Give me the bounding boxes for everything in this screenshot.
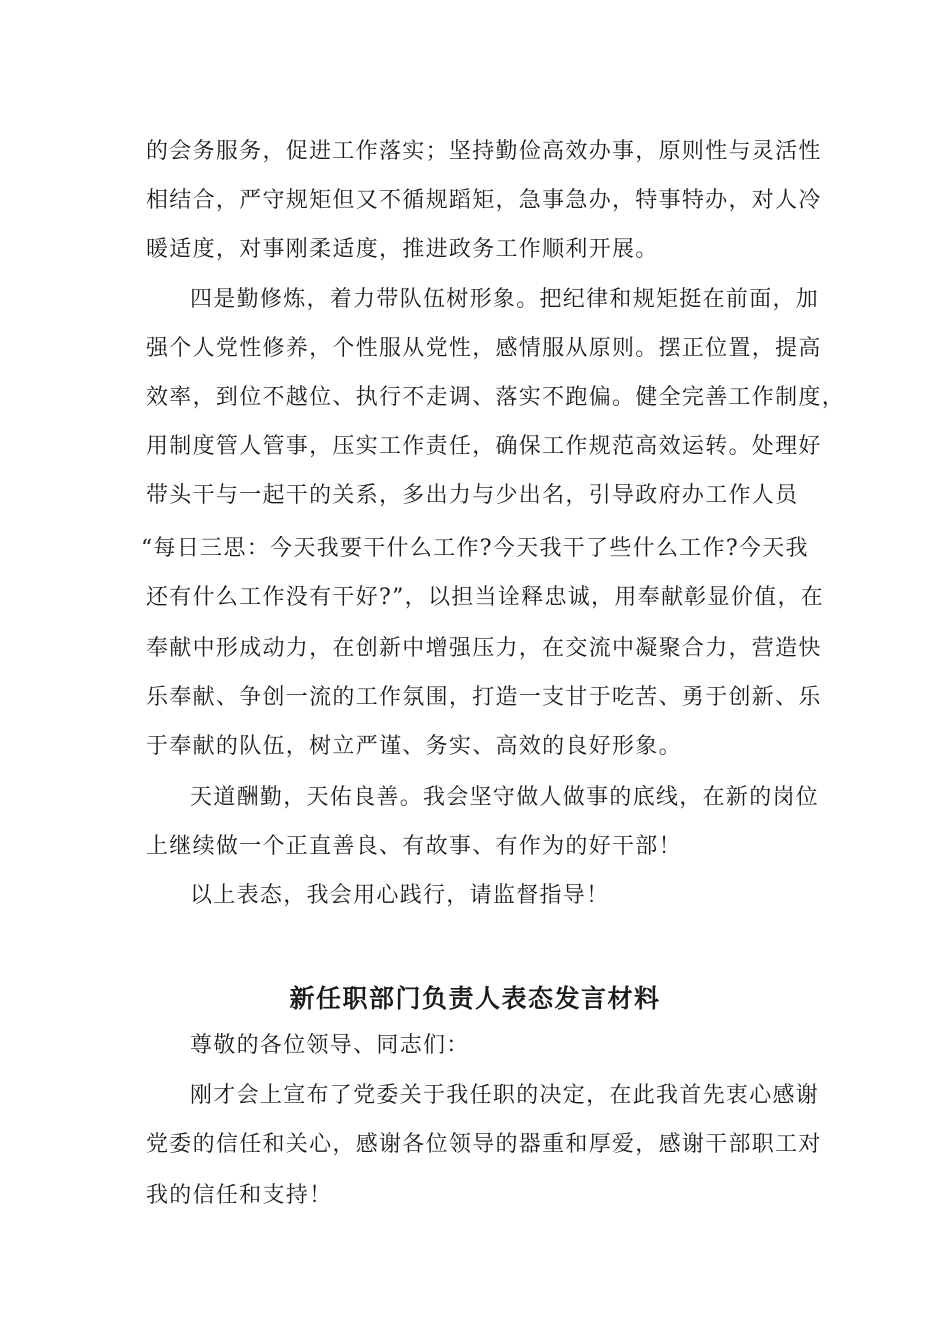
paragraph-line: 乐奉献、争创一流的工作氛围，打造一支甘于吃苦、勇于创新、乐 (146, 685, 822, 710)
paragraph-line: 于奉献的队伍，树立严谨、务实、高效的良好形象。 (146, 734, 682, 759)
paragraph-line: 用制度管人管事，压实工作责任，确保工作规范高效运转。处理好 (146, 434, 822, 459)
paragraph-line: 相结合，严守规矩但又不循规蹈矩，急事急办，特事特办，对人冷 (146, 188, 822, 213)
paragraph-line: 奉献中形成动力，在创新中增强压力，在交流中凝聚合力，营造快 (146, 636, 822, 661)
paragraph-line: 还有什么工作没有干好?”，以担当诠释忠诚，用奉献彰显价值，在 (146, 585, 825, 610)
paragraph-line: 强个人党性修养，个性服从党性，感情服从原则。摆正位置，提高 (146, 336, 822, 361)
salutation: 尊敬的各位领导、同志们： (190, 1033, 470, 1058)
paragraph-line: 以上表态，我会用心践行，请监督指导！ (190, 883, 610, 908)
paragraph-line: 上继续做一个正直善良、有故事、有作为的好干部！ (146, 834, 682, 859)
paragraph-line: 刚才会上宣布了党委关于我任职的决定，在此我首先衷心感谢 (190, 1083, 820, 1108)
paragraph-line: 党委的信任和关心，感谢各位领导的器重和厚爱，感谢干部职工对 (146, 1132, 822, 1157)
paragraph-line: “每日三思：今天我要干什么工作?今天我干了些什么工作?今天我 (141, 536, 809, 561)
paragraph-line: 天道酬勤，天佑良善。我会坚守做人做事的底线，在新的岗位 (190, 785, 820, 810)
paragraph-line: 暖适度，对事刚柔适度，推进政务工作顺利开展。 (146, 237, 659, 262)
paragraph-line: 效率，到位不越位、执行不走调、落实不跑偏。健全完善工作制度， (146, 385, 846, 410)
paragraph-line: 的会务服务，促进工作落实；坚持勤俭高效办事，原则性与灵活性 (146, 139, 822, 164)
paragraph-line: 我的信任和支持！ (146, 1183, 333, 1208)
paragraph-line: 四是勤修炼，着力带队伍树形象。把纪律和规矩挺在前面，加 (190, 287, 820, 312)
paragraph-line: 带头干与一起干的关系，多出力与少出名，引导政府办工作人员 (146, 483, 799, 508)
section-title: 新任职部门负责人表态发言材料 (289, 984, 661, 1013)
